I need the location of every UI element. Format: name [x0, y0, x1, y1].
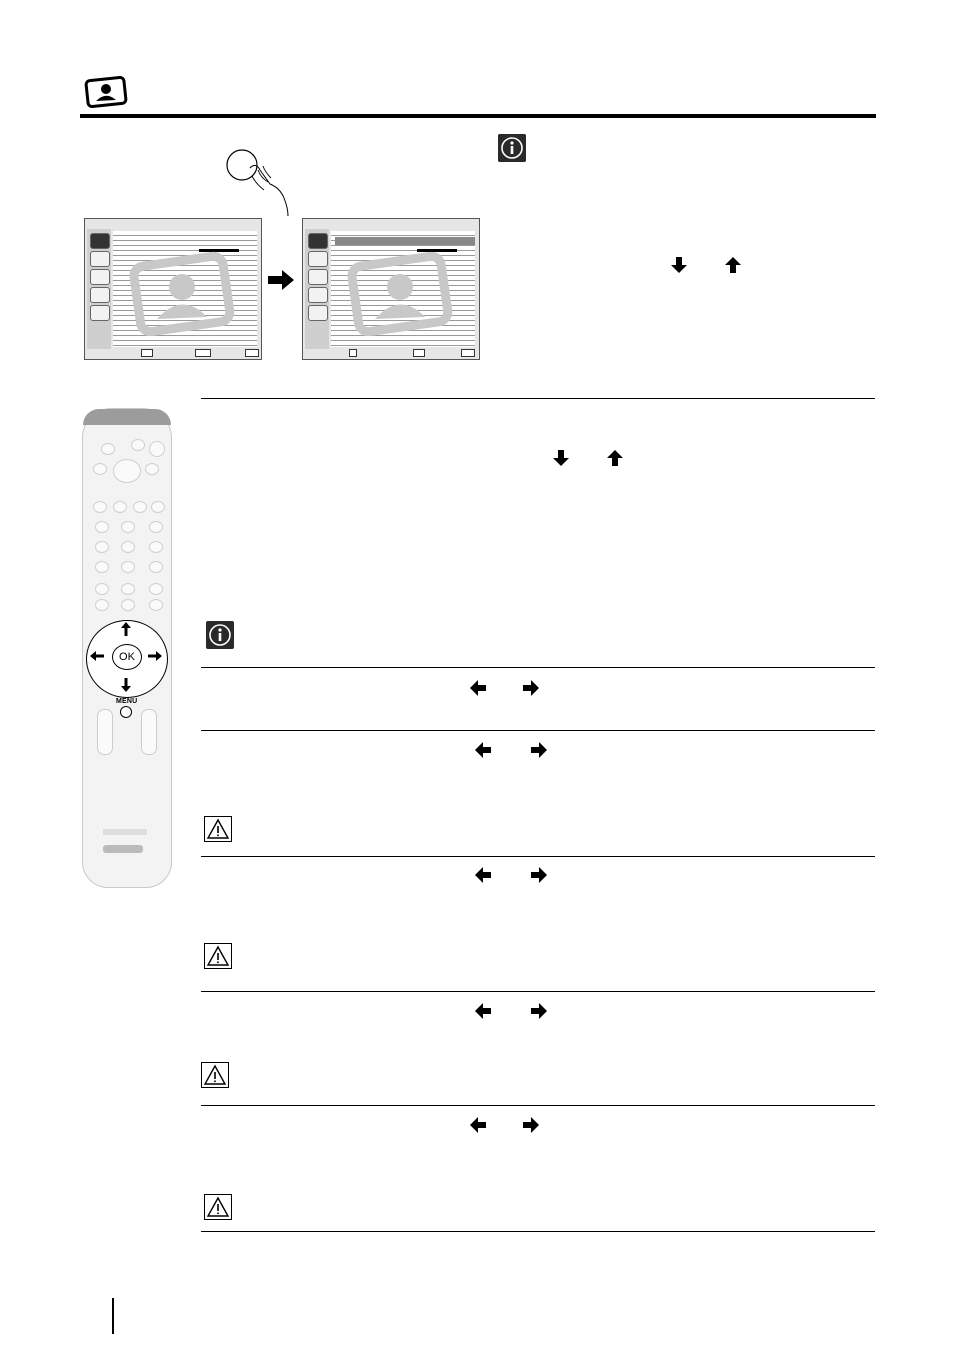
setup-menu-icon — [90, 305, 110, 321]
menu-button[interactable] — [120, 706, 132, 718]
warning-icon — [204, 943, 232, 969]
ok-button[interactable]: OK — [112, 644, 142, 670]
menu-screen-before — [84, 218, 262, 360]
picture-watermark-icon — [345, 251, 455, 339]
timer-menu-icon — [308, 287, 328, 303]
warning-icon — [204, 816, 232, 842]
page-margin-mark — [112, 1298, 114, 1334]
arrow-right-icon — [522, 679, 540, 697]
dpad-left-icon[interactable] — [90, 650, 104, 662]
arrow-right-icon — [522, 1116, 540, 1134]
arrow-left-icon — [469, 1116, 487, 1134]
sound-menu-icon — [90, 251, 110, 267]
section-divider — [201, 398, 875, 399]
arrow-left-icon — [474, 741, 492, 759]
picture-menu-icon — [308, 233, 328, 249]
section-divider — [201, 991, 875, 992]
timer-menu-icon — [90, 287, 110, 303]
arrow-down-icon — [670, 256, 688, 274]
picture-watermark-icon — [127, 251, 237, 339]
arrow-right-icon — [530, 1002, 548, 1020]
arrow-left-icon — [474, 1002, 492, 1020]
info-icon — [206, 621, 234, 649]
warning-icon — [204, 1194, 232, 1220]
picture-menu-icon — [90, 233, 110, 249]
dpad-up-icon[interactable] — [120, 622, 132, 636]
arrow-left-icon — [469, 679, 487, 697]
header-rule — [80, 114, 876, 118]
menu-highlight-bar — [335, 237, 475, 245]
right-arrow-icon — [268, 270, 294, 290]
arrow-right-icon — [530, 741, 548, 759]
hand-press-icon — [222, 146, 298, 216]
features-menu-icon — [308, 269, 328, 285]
menu-screen-after — [302, 218, 480, 360]
warning-icon — [201, 1062, 229, 1088]
arrow-up-icon — [606, 449, 624, 467]
section-divider — [201, 856, 875, 857]
menu-button-label: MENU — [116, 698, 138, 705]
section-divider — [201, 1105, 875, 1106]
sound-menu-icon — [308, 251, 328, 267]
info-icon — [498, 134, 526, 162]
features-menu-icon — [90, 269, 110, 285]
arrow-right-icon — [530, 866, 548, 884]
setup-menu-icon — [308, 305, 328, 321]
dpad-right-icon[interactable] — [148, 650, 162, 662]
arrow-up-icon — [724, 256, 742, 274]
section-divider — [201, 1231, 875, 1232]
arrow-left-icon — [474, 866, 492, 884]
arrow-down-icon — [552, 449, 570, 467]
picture-menu-icon — [84, 76, 128, 108]
section-divider — [201, 667, 875, 668]
section-divider — [201, 730, 875, 731]
dpad-down-icon[interactable] — [120, 678, 132, 692]
